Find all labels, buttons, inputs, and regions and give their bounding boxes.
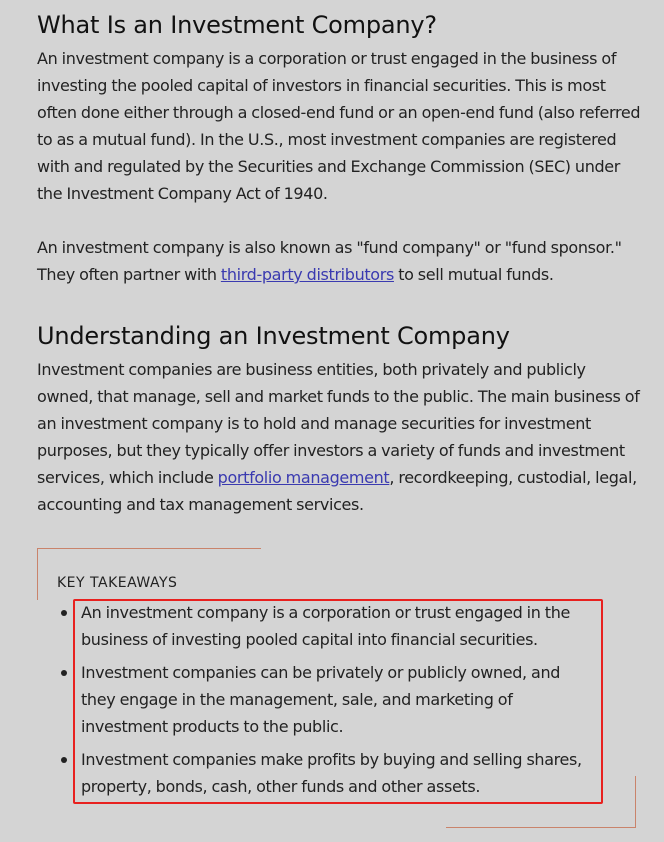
- link-third-party-distributors[interactable]: third-party distributors: [220, 265, 394, 284]
- takeaways-frame-left: [37, 548, 38, 600]
- bullet-icon: [61, 757, 67, 763]
- list-item-text: Investment companies can be privately or publicly owned, and they engage in the management, sale, and marketing of investment products to the public.: [81, 663, 561, 736]
- section-heading-understanding: Understanding an Investment Company: [37, 322, 510, 350]
- paragraph-understanding: [37, 356, 642, 518]
- key-takeaways-title: KEY TAKEAWAYS: [57, 575, 178, 591]
- section-heading-what-is: What Is an Investment Company?: [37, 11, 437, 39]
- paragraph-also-known: [37, 234, 642, 288]
- takeaways-frame-bottom: [446, 827, 636, 828]
- bullet-icon: [61, 610, 67, 616]
- paragraph-definition: An investment company is a corporation or trust engaged in the business of investing the pooled capital of investors in financial securities. This is most often done either through a closed-end fund or an open-end fund (also referred to as a mutual fund). In the U.S., most investment companies are registered with and regulated by the Securities and Exchange Commission (SEC) under the Investment Company Act of 1940.: [37, 49, 641, 203]
- paragraph-text: to sell mutual funds.: [393, 265, 554, 284]
- takeaways-frame-top: [37, 548, 261, 549]
- paragraph-text: Investment companies are business entities, both privately and publicly owned, that manage, sell and market funds to the public. The main business of an investment company is to hold and manage securities for investment purposes, but they typically offer investors a variety of funds and investment services, which include: [37, 360, 640, 487]
- paragraph-text: , recordkeeping, custodial, legal, accounting and tax management services.: [37, 468, 637, 514]
- list-item-text: Investment companies make profits by buying and selling shares, property, bonds, cash, other funds and other assets.: [81, 750, 582, 796]
- link-portfolio-management[interactable]: portfolio management: [217, 468, 390, 487]
- takeaways-frame-right: [635, 776, 636, 828]
- bullet-icon: [61, 670, 67, 676]
- list-item-text: An investment company is a corporation or trust engaged in the business of investing pooled capital into financial securities.: [81, 603, 570, 649]
- highlight-box: [73, 599, 603, 804]
- paragraph-text: An investment company is also known as "fund company" or "fund sponsor." They often partner with: [37, 238, 622, 284]
